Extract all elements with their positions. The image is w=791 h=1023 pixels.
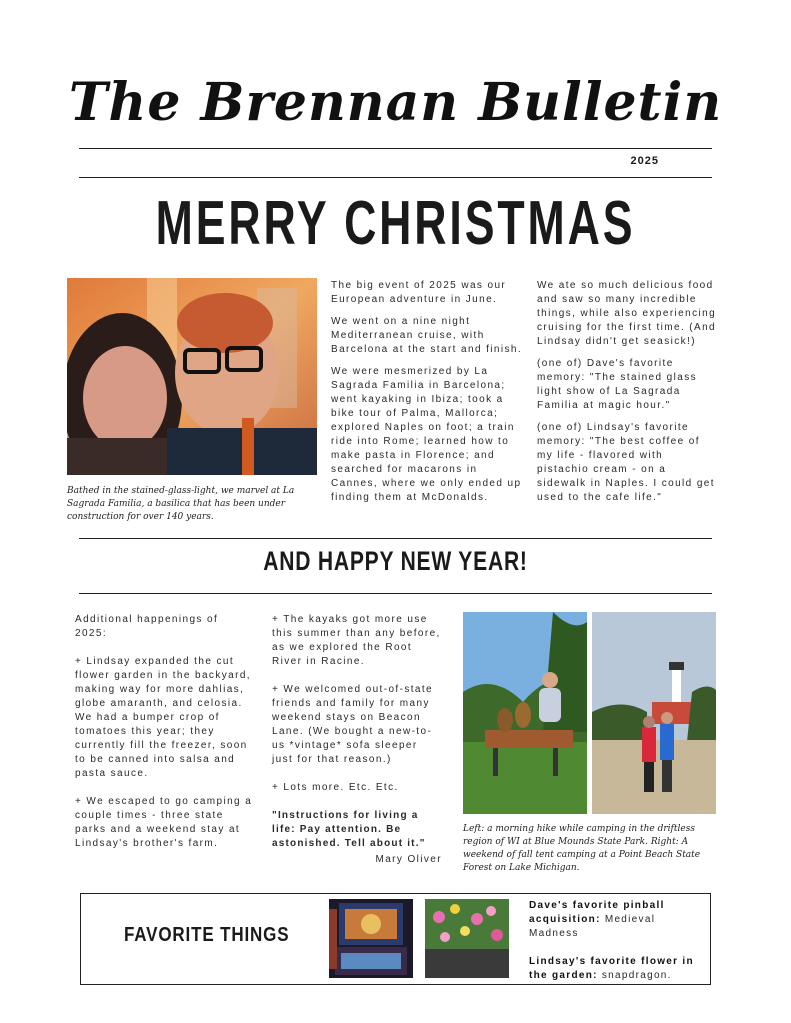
- favorite-pinball: [529, 899, 705, 941]
- sagrada-familia-photo: [67, 278, 317, 475]
- headline: MERRY CHRISTMAS: [155, 189, 636, 258]
- happenings-intro: Additional happenings of 2025:: [75, 614, 219, 639]
- section-rule-top: [79, 538, 712, 539]
- favorite-flower-value: snapdragon.: [601, 970, 672, 981]
- story-paragraph: We went on a nine night Mediterranean cruise, with Barcelona at the start and finish.: [331, 316, 523, 355]
- happenings-column-2: [272, 613, 442, 875]
- pinball-machine-photo: [329, 899, 413, 978]
- favorite-flower-label: Lindsay's favorite flower in the garden:: [529, 956, 694, 981]
- story-column-1: [331, 279, 527, 513]
- section-rule-bottom: [79, 593, 712, 594]
- subheadline: AND HAPPY NEW YEAR!: [263, 546, 528, 576]
- happenings-item: + We escaped to go camping a couple times - three state parks and a weekend stay at Lindsay's brother's farm.: [75, 796, 253, 849]
- happenings-item: + Lindsay expanded the cut flower garden in the backyard, making way for more dahlias, globe amaranth, and celosia. We had a bumper crop of tomatoes this year; they currently fill the freezer, soon to be canned into salsa and pasta sauce.: [75, 656, 251, 779]
- snapdragon-photo: [425, 899, 509, 978]
- quote-text: "Instructions for living a life: Pay attention. Be astonished. Tell about it.": [272, 810, 426, 849]
- favorite-pinball-value: Medieval Madness: [529, 914, 656, 939]
- favorite-pinball-label: Dave's favorite pinball acquisition:: [529, 900, 665, 925]
- quote-author: Mary Oliver: [375, 854, 442, 865]
- happenings-item: + Lots more. Etc. Etc.: [272, 782, 399, 793]
- favorite-flower: [529, 955, 709, 983]
- outdoor-photos-caption: Left: a morning hike while camping in the driftless region of WI at Blue Mounds State Park. Right: A weekend of fall tent camping at a Point Beach State Forest on Lake Michigan.: [463, 824, 701, 873]
- story-paragraph: (one of) Dave's favorite memory: "The stained glass light show of La Sagrada Familia at magic hour.": [537, 358, 697, 411]
- story-column-2: [537, 279, 719, 513]
- masthead-rule-top: [79, 148, 712, 149]
- happenings-item: + We welcomed out-of-state friends and family for many weekend stays on Beacon Lane. (We bought a new-to-us *vintage* sofa sleeper just for that reason.): [272, 684, 433, 765]
- story-paragraph: The big event of 2025 was our European adventure in June.: [331, 280, 507, 305]
- masthead-rule-bottom: [79, 177, 712, 178]
- blue-mounds-photo: [463, 612, 587, 814]
- sagrada-familia-caption: Bathed in the stained-glass-light, we marvel at La Sagrada Familia, a basilica that has been under construction for over 140 years.: [67, 486, 295, 522]
- masthead-title: The Brennan Bulletin: [68, 72, 723, 133]
- story-paragraph: We ate so much delicious food and saw so many incredible things, while also experiencing cruising for the first time. (And Lindsay didn't get seasick!): [537, 280, 717, 347]
- story-paragraph: (one of) Lindsay's favorite memory: "The best coffee of my life - flavored with pistachio cream - on a sidewalk in Naples. I could get used to the cafe life.": [537, 422, 715, 503]
- happenings-column-1: [75, 613, 253, 859]
- story-paragraph: We were mesmerized by La Sagrada Familia in Barcelona; went kayaking in Ibiza; took a bike tour of Palma, Mallorca; explored Naples on foot; a train ride into Rome; learned how to make pasta in Florence; and searched for macarons in Cannes, where we only ended up finding them at McDonalds.: [331, 366, 522, 503]
- favorite-things-title: FAVORITE THINGS: [124, 924, 290, 946]
- happenings-item: + The kayaks got more use this summer than any before, as we explored the Root River in Racine.: [272, 614, 441, 667]
- issue-year: 2025: [630, 155, 659, 167]
- point-beach-photo: [592, 612, 716, 814]
